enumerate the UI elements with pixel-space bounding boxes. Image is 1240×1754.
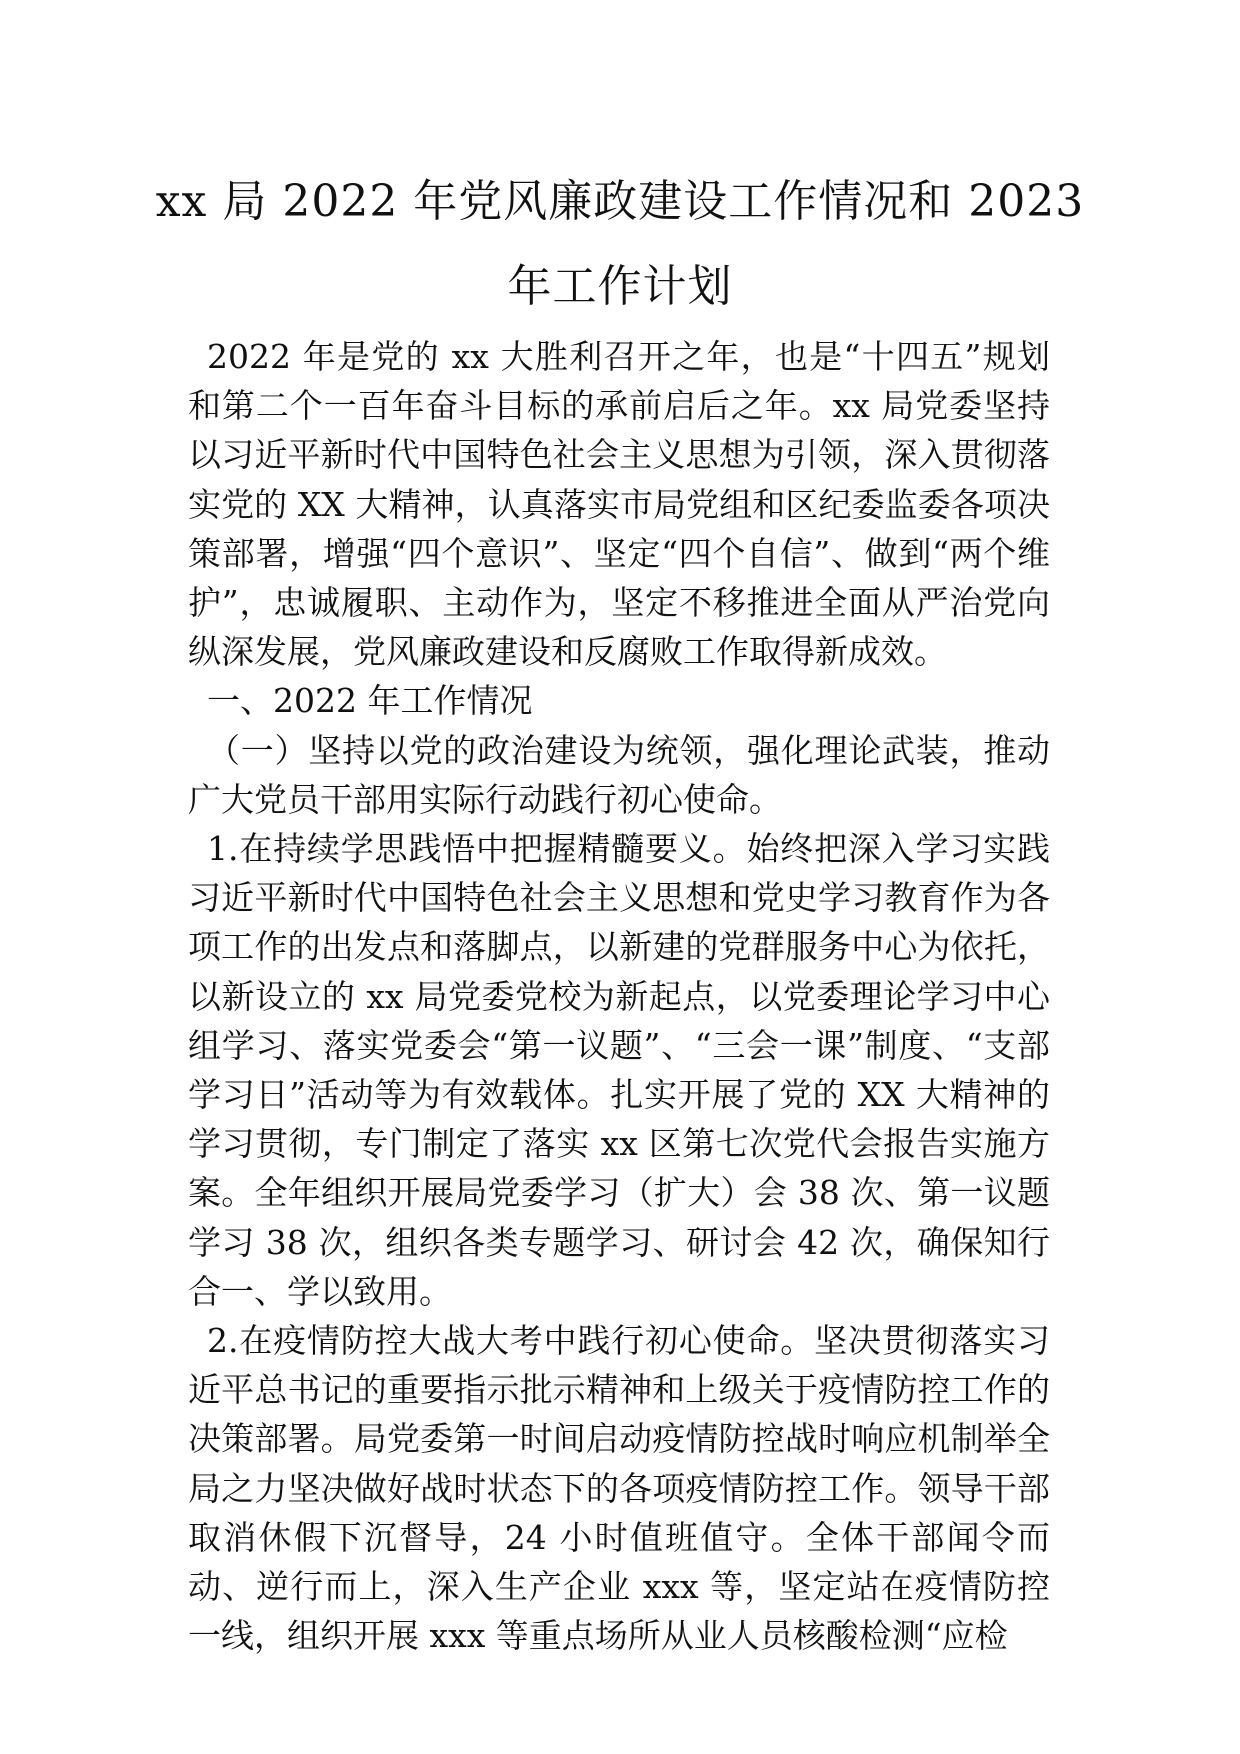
intro-paragraph: 2022 年是党的 xx 大胜利召开之年，也是“十四五”规划和第二个一百年奋斗目标的承前启后之年。xx 局党委坚持以习近平新时代中国特色社会主义思想为引领，深入贯彻落实党的 XX 大精神，认真落实市局党组和区纪委监委各项决策部署，增强“四个意识”、坚定“四个自信”、做到“两个维护”，忠诚履职、主动作为，坚定不移推进全面从严治党向纵深发展，党风廉政建设和反腐败工作取得新成效。 [188,337,1050,672]
document-body [188,332,1050,1660]
subsection-heading: （一）坚持以党的政治建设为统领，强化理论武装，推动广大党员干部用实际行动践行初心使命。 [188,730,1050,819]
item-paragraph-1: 1.在持续学思践悟中把握精髓要义。始终把深入学习实践习近平新时代中国特色社会主义思想和党史学习教育作为各项工作的出发点和落脚点，以新建的党群服务中心为依托，以新设立的 xx 局党委党校为新起点，以党委理论学习中心组学习、落实党委会“第一议题”、“三会一课”制度、“支部学习日”活动等为有效载体。扎实开展了党的 XX 大精神的学习贯彻，专门制定了落实 xx 区第七次党代会报告实施方案。全年组织开展局党委学习（扩大）会 38 次、第一议题学习 38 次，组织各类专题学习、研讨会 42 次，确保知行合一、学以致用。 [188,829,1050,1311]
document-title-line-1: xx 局 2022 年党风廉政建设工作情况和 2023 [155,176,1085,227]
item-paragraph-2: 2.在疫情防控大战大考中践行初心使命。坚决贯彻落实习近平总书记的重要指示批示精神和上级关于疫情防控工作的决策部署。局党委第一时间启动疫情防控战时响应机制举全局之力坚决做好战时状态下的各项疫情防控工作。领导干部取消休假下沉督导，24 小时值班值守。全体干部闻令而动、逆行而上，深入生产企业 xxx 等，坚定站在疫情防控一线，组织开展 xxx 等重点场所从业人员核酸检测“应检 [188,1321,1050,1656]
section-heading: 一、2022 年工作情况 [207,681,533,721]
document-title-line-2: 年工作计划 [507,261,733,312]
